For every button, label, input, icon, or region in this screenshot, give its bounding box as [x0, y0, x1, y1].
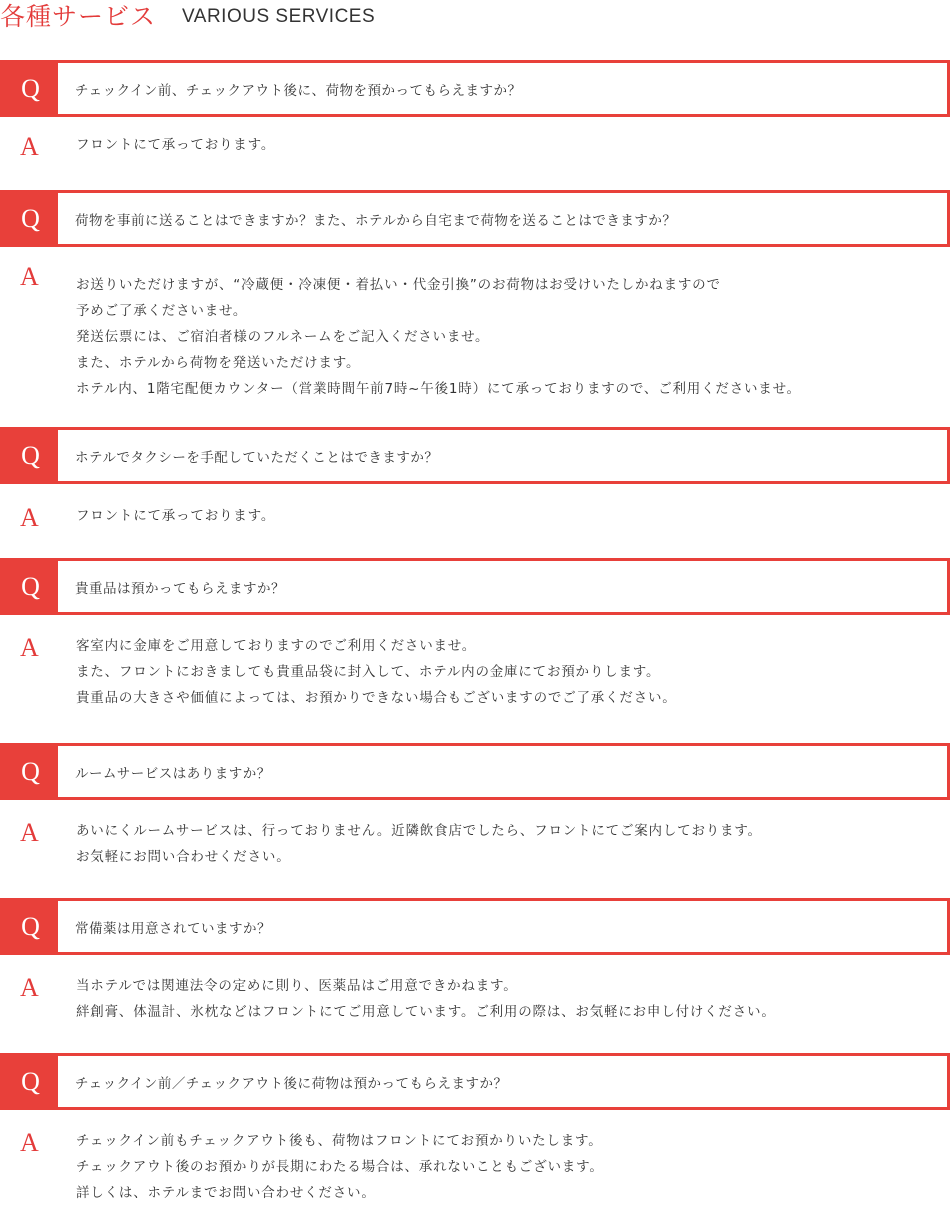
answer-text — [76, 503, 275, 529]
answer-text — [76, 633, 677, 711]
question-badge: Q — [3, 63, 58, 114]
answer-line: 貴重品の大きさや価値によっては、お預かりできない場合もございますのでご了承ください。 — [76, 690, 677, 706]
question-text: ホテルでタクシーを手配していただくことはできますか？ — [75, 449, 439, 466]
question-text: 常備薬は用意されていますか？ — [75, 920, 271, 937]
answer-line: また、フロントにおきましても貴重品袋に封入して、ホテル内の金庫にてお預かりします。 — [76, 664, 661, 680]
faq-question-row — [0, 898, 950, 955]
answer-text — [76, 818, 762, 870]
question-text: 貴重品は預かってもらえますか？ — [75, 580, 285, 597]
answer-line: また、ホテルから荷物を発送いただけます。 — [76, 355, 361, 371]
faq-question-row — [0, 60, 950, 117]
answer-mark: A — [20, 818, 39, 847]
answer-line: 予めご了承くださいませ。 — [76, 303, 248, 319]
question-badge: Q — [3, 561, 58, 612]
question-text: チェックイン前／チェックアウト後に荷物は預かってもらえますか？ — [75, 1075, 508, 1092]
faq-question-row — [0, 743, 950, 800]
answer-mark: A — [20, 1128, 39, 1157]
answer-line: チェックイン前もチェックアウト後も、荷物はフロントにてお預かりいたします。 — [76, 1133, 603, 1149]
answer-text — [76, 1128, 604, 1206]
answer-text — [76, 272, 801, 402]
answer-mark: A — [20, 132, 39, 161]
answer-line: ホテル内、1階宅配便カウンター（営業時間午前7時~午後1時）にて承っておりますので、ご利用くださいませ。 — [76, 381, 801, 397]
answer-mark: A — [20, 973, 39, 1002]
page-title: 各種サービス — [0, 2, 157, 31]
question-text: チェックイン前、チェックアウト後に、荷物を預かってもらえますか？ — [75, 82, 522, 99]
question-text: 荷物を事前に送ることはできますか？また、ホテルから自宅まで荷物を送ることはできますか？ — [75, 212, 677, 229]
answer-line: チェックアウト後のお預かりが長期にわたる場合は、承れないこともございます。 — [76, 1159, 604, 1175]
answer-mark: A — [20, 633, 39, 662]
answer-line: 詳しくは、ホテルまでお問い合わせください。 — [76, 1185, 376, 1201]
answer-line: お気軽にお問い合わせください。 — [76, 849, 291, 865]
question-badge: Q — [3, 746, 58, 797]
answer-text — [76, 973, 776, 1025]
question-text: ルームサービスはありますか？ — [75, 765, 271, 782]
answer-line: 客室内に金庫をご用意しておりますのでご利用くださいませ。 — [76, 638, 476, 654]
answer-mark: A — [20, 262, 39, 291]
answer-mark: A — [20, 503, 39, 532]
page-subtitle: VARIOUS SERVICES — [182, 6, 376, 27]
answer-line: フロントにて承っております。 — [76, 508, 276, 524]
question-badge: Q — [3, 901, 58, 952]
answer-line: 当ホテルでは関連法令の定めに則り、医薬品はご用意できかねます。 — [76, 978, 518, 994]
faq-question-row — [0, 190, 950, 247]
question-badge: Q — [3, 193, 58, 244]
question-badge: Q — [3, 1056, 58, 1107]
answer-line: あいにくルームサービスは、行っておりません。近隣飲食店でしたら、フロントにてご案内しております。 — [76, 823, 762, 839]
answer-text — [76, 132, 275, 158]
answer-line: お送りいただけますが、“冷蔵便・冷凍便・着払い・代金引換”のお荷物はお受けいたしかねますので — [76, 277, 721, 293]
answer-line: フロントにて承っております。 — [76, 137, 276, 153]
faq-question-row — [0, 1053, 950, 1110]
answer-line: 絆創膏、体温計、氷枕などはフロントにてご用意しています。ご利用の際は、お気軽にお申し付けください。 — [76, 1004, 776, 1020]
page-header — [0, 0, 375, 34]
answer-line: 発送伝票には、ご宿泊者様のフルネームをご記入くださいませ。 — [76, 329, 490, 345]
faq-question-row — [0, 558, 950, 615]
faq-question-row — [0, 427, 950, 484]
question-badge: Q — [3, 430, 58, 481]
